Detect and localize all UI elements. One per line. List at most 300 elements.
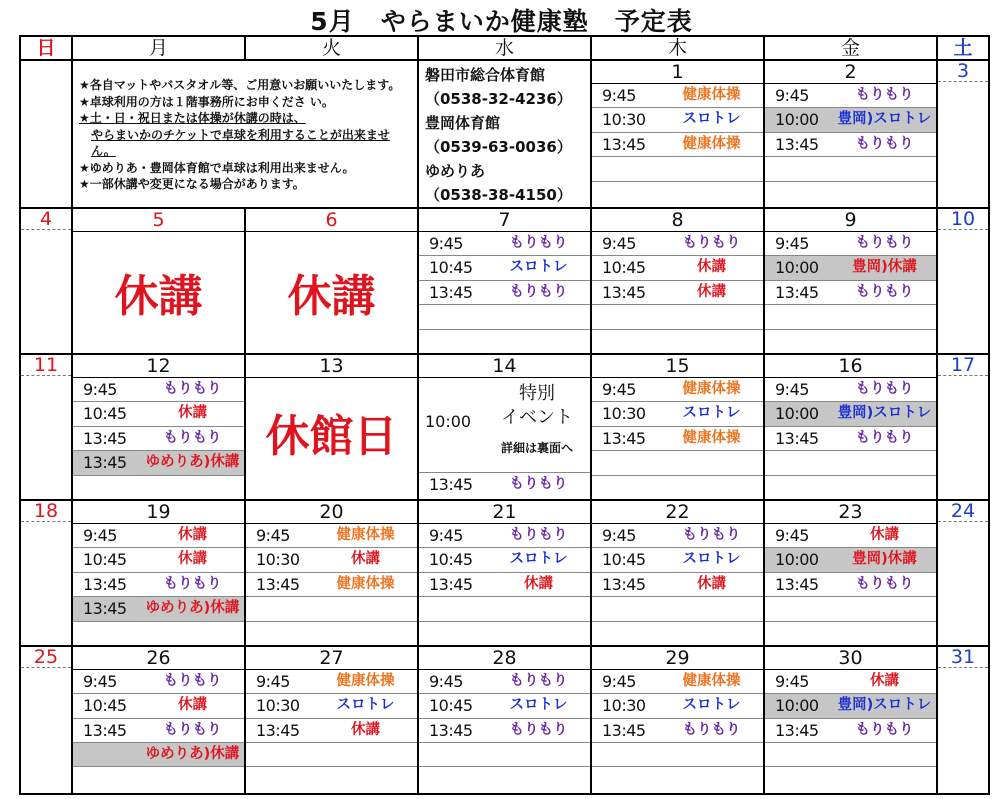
schedule-row bbox=[246, 548, 417, 572]
empty-row bbox=[592, 451, 763, 475]
schedule-row bbox=[592, 84, 763, 108]
session-time: 9:45 bbox=[429, 671, 463, 691]
session-activity: もりもり bbox=[682, 721, 741, 738]
day-cell bbox=[764, 60, 937, 208]
session-activity: スロトレ bbox=[682, 111, 741, 128]
schedule-row bbox=[419, 232, 590, 256]
empty-row bbox=[765, 305, 936, 329]
venue-name: ゆめりあ bbox=[425, 162, 486, 180]
empty-row bbox=[592, 743, 763, 767]
day-number: 11 bbox=[21, 355, 71, 376]
session-activity: もりもり bbox=[509, 721, 568, 738]
day-number: 30 bbox=[765, 647, 936, 670]
session-activity: ゆめりあ)休講 bbox=[145, 746, 240, 763]
session-time: 13:45 bbox=[775, 720, 819, 740]
session-time: 13:45 bbox=[83, 574, 127, 594]
empty-row bbox=[246, 622, 417, 645]
session-time bbox=[73, 743, 141, 766]
session-time: 9:45 bbox=[775, 380, 809, 399]
empty-row bbox=[592, 182, 763, 205]
session-activity: もりもり bbox=[855, 381, 914, 397]
schedule-row bbox=[419, 281, 590, 305]
day-cell bbox=[245, 646, 418, 794]
session-time: 9:45 bbox=[602, 525, 636, 545]
notes-box bbox=[72, 60, 418, 208]
session-activity: もりもり bbox=[855, 575, 914, 592]
day-cell bbox=[245, 208, 418, 354]
schedule-row bbox=[592, 133, 763, 157]
empty-row bbox=[592, 767, 763, 790]
day-number: 21 bbox=[419, 501, 590, 524]
session-time: 13:45 bbox=[602, 720, 646, 740]
session-activity: もりもり bbox=[163, 381, 222, 397]
empty-row bbox=[592, 305, 763, 329]
day-number: 8 bbox=[592, 209, 763, 232]
venue-name: 磐田市総合体育館 bbox=[425, 66, 546, 84]
session-activity: 豊岡)スロトレ bbox=[837, 697, 932, 714]
day-number: 3 bbox=[938, 61, 988, 82]
empty-row bbox=[73, 622, 244, 645]
special-event-note: 詳細は裏面へ bbox=[500, 441, 573, 455]
facility-closed-label: 休館日 bbox=[265, 411, 398, 462]
schedule-row bbox=[765, 108, 936, 132]
session-activity: ゆめりあ)休講 bbox=[145, 600, 240, 617]
session-time: 10:00 bbox=[775, 404, 819, 424]
schedule-row bbox=[419, 573, 590, 597]
session-activity: もりもり bbox=[163, 672, 222, 689]
schedule-row bbox=[246, 573, 417, 597]
session-time: 13:45 bbox=[775, 134, 819, 154]
session-activity: 健康体操 bbox=[682, 672, 741, 689]
session-time: 13:45 bbox=[256, 574, 300, 594]
empty-row bbox=[765, 767, 936, 790]
session-activity: 健康体操 bbox=[682, 429, 741, 446]
schedule-row bbox=[765, 133, 936, 157]
session-time: 10:00 bbox=[775, 258, 819, 278]
schedule-row bbox=[419, 524, 590, 548]
session-time: 10:00 bbox=[775, 110, 819, 130]
schedule-row bbox=[765, 694, 936, 718]
empty-row bbox=[592, 476, 763, 499]
session-activity: スロトレ bbox=[509, 259, 568, 276]
schedule-row bbox=[592, 548, 763, 572]
empty-row bbox=[419, 330, 590, 353]
day-cell bbox=[764, 500, 937, 646]
session-time: 10:45 bbox=[602, 550, 646, 570]
day-cell bbox=[72, 646, 245, 794]
schedule-row bbox=[592, 108, 763, 132]
day-cell-side bbox=[937, 60, 989, 208]
session-time: 9:45 bbox=[429, 525, 463, 545]
day-number: 26 bbox=[73, 647, 244, 670]
note-line: ★卓球利用の方は１階事務所にお申くださ い。 bbox=[79, 94, 334, 109]
empty-row bbox=[765, 743, 936, 767]
schedule-row bbox=[765, 548, 936, 572]
session-time: 9:45 bbox=[775, 86, 809, 105]
schedule-row bbox=[592, 232, 763, 256]
session-activity: もりもり bbox=[855, 721, 914, 738]
session-time: 13:45 bbox=[429, 574, 473, 594]
session-activity: もりもり bbox=[509, 476, 568, 492]
day-cell-side bbox=[937, 500, 989, 646]
page-title: 5月 やらまいか健康塾 予定表 bbox=[310, 7, 693, 36]
day-cell bbox=[591, 646, 764, 794]
session-activity: 休講 bbox=[178, 526, 207, 543]
session-time: 13:45 bbox=[83, 453, 127, 473]
schedule-row bbox=[592, 427, 763, 451]
session-time: 10:30 bbox=[256, 550, 300, 570]
session-time: 9:45 bbox=[83, 380, 117, 399]
day-cell-side bbox=[937, 354, 989, 500]
schedule-row bbox=[592, 256, 763, 280]
session-activity: もりもり bbox=[855, 429, 914, 446]
schedule-row bbox=[73, 378, 244, 402]
schedule-row bbox=[419, 670, 590, 694]
session-activity: 休講 bbox=[870, 526, 899, 543]
session-time: 13:45 bbox=[429, 475, 473, 494]
session-activity: 休講 bbox=[351, 551, 380, 568]
session-time: 10:45 bbox=[83, 550, 127, 570]
schedule-row bbox=[419, 256, 590, 280]
note-line: ★ゆめりあ・豊岡体育館で卓球は利用出来ません。 bbox=[79, 160, 355, 175]
session-time: 13:45 bbox=[83, 720, 127, 740]
session-activity: 休講 bbox=[697, 283, 726, 300]
session-time: 10:45 bbox=[429, 258, 473, 278]
session-activity: 健康体操 bbox=[336, 575, 395, 592]
day-cell-side bbox=[937, 208, 989, 354]
schedule-row bbox=[592, 402, 763, 426]
schedule-row bbox=[73, 573, 244, 597]
empty-row bbox=[246, 597, 417, 621]
venue-phone: （0539-63-0036） bbox=[425, 138, 572, 156]
session-time: 9:45 bbox=[775, 234, 809, 253]
day-number: 14 bbox=[419, 355, 590, 378]
empty-row bbox=[765, 622, 936, 645]
schedule-row bbox=[592, 378, 763, 402]
empty-row bbox=[765, 451, 936, 475]
session-activity: もりもり bbox=[509, 526, 568, 543]
empty-row bbox=[592, 622, 763, 645]
session-time: 9:45 bbox=[602, 86, 636, 105]
session-time: 9:45 bbox=[256, 671, 290, 691]
note-line: やらまいかのチケットで卓球を利用することが出来ません。 bbox=[91, 127, 390, 158]
schedule-row bbox=[73, 694, 244, 718]
day-cell-side bbox=[20, 500, 72, 646]
day-cell bbox=[764, 208, 937, 354]
schedule-row bbox=[765, 719, 936, 743]
session-activity: もりもり bbox=[163, 575, 222, 592]
session-time: 13:45 bbox=[83, 599, 127, 619]
day-number: 28 bbox=[419, 647, 590, 670]
empty-row bbox=[592, 597, 763, 621]
empty-row bbox=[73, 767, 244, 790]
venues-box bbox=[418, 60, 591, 208]
session-activity: もりもり bbox=[509, 672, 568, 689]
schedule-row bbox=[765, 670, 936, 694]
schedule-row bbox=[765, 427, 936, 451]
schedule-row bbox=[765, 402, 936, 426]
session-time: 13:45 bbox=[83, 428, 127, 448]
schedule-row bbox=[73, 402, 244, 426]
session-time: 10:00 bbox=[775, 696, 819, 716]
session-time: 13:45 bbox=[602, 282, 646, 302]
schedule-row bbox=[765, 378, 936, 402]
schedule-row bbox=[73, 524, 244, 548]
session-time: 10:30 bbox=[602, 404, 646, 424]
session-activity: 健康体操 bbox=[682, 381, 741, 397]
session-activity: スロトレ bbox=[682, 405, 741, 422]
session-activity: スロトレ bbox=[336, 697, 395, 714]
schedule-row bbox=[73, 719, 244, 743]
session-time: 13:45 bbox=[775, 574, 819, 594]
session-time: 9:45 bbox=[602, 671, 636, 691]
session-time: 13:45 bbox=[429, 282, 473, 302]
session-time: 9:45 bbox=[83, 525, 117, 545]
session-activity: スロトレ bbox=[682, 551, 741, 568]
empty-row bbox=[419, 767, 590, 790]
session-time: 9:45 bbox=[602, 380, 636, 399]
day-number: 4 bbox=[21, 209, 71, 230]
session-time: 10:30 bbox=[256, 696, 300, 716]
day-number: 22 bbox=[592, 501, 763, 524]
empty-row bbox=[419, 622, 590, 645]
session-activity: 休講 bbox=[697, 259, 726, 276]
session-time: 9:45 bbox=[775, 525, 809, 545]
empty-row bbox=[73, 476, 244, 499]
day-cell bbox=[245, 354, 418, 500]
day-number: 1 bbox=[592, 61, 763, 84]
session-activity: もりもり bbox=[855, 135, 914, 152]
venue-phone: （0538-38-4150） bbox=[425, 186, 572, 204]
session-time: 10:00 bbox=[775, 550, 819, 570]
schedule-row bbox=[246, 694, 417, 718]
day-cell bbox=[418, 500, 591, 646]
day-number: 31 bbox=[938, 647, 988, 668]
day-number: 24 bbox=[938, 501, 988, 522]
special-event-time: 10:00 bbox=[425, 412, 472, 431]
day-number: 20 bbox=[246, 501, 417, 524]
day-cell bbox=[591, 208, 764, 354]
session-activity: もりもり bbox=[682, 526, 741, 543]
session-time: 9:45 bbox=[775, 671, 809, 691]
session-activity: もりもり bbox=[163, 429, 222, 446]
session-time: 13:45 bbox=[775, 428, 819, 448]
session-activity: もりもり bbox=[855, 283, 914, 300]
weekday-thu: 木 bbox=[591, 36, 764, 60]
special-event-label: 特別 bbox=[519, 383, 555, 404]
session-activity: 豊岡)休講 bbox=[852, 551, 917, 568]
schedule-row bbox=[419, 548, 590, 572]
session-activity: ゆめりあ)休講 bbox=[145, 454, 240, 471]
day-number: 27 bbox=[246, 647, 417, 670]
session-time: 13:45 bbox=[602, 428, 646, 448]
day-cell bbox=[418, 208, 591, 354]
schedule-row bbox=[246, 719, 417, 743]
schedule-row bbox=[592, 573, 763, 597]
session-time: 9:45 bbox=[83, 671, 117, 691]
empty-row bbox=[419, 743, 590, 767]
session-activity: 休講 bbox=[178, 697, 207, 714]
day-number: 16 bbox=[765, 355, 936, 378]
session-activity: スロトレ bbox=[509, 697, 568, 714]
empty-row bbox=[765, 330, 936, 353]
day-number: 25 bbox=[21, 647, 71, 668]
schedule-row bbox=[592, 281, 763, 305]
day-number: 6 bbox=[246, 209, 417, 232]
day-number: 29 bbox=[592, 647, 763, 670]
empty-row bbox=[419, 597, 590, 621]
weekday-sat: 土 bbox=[937, 36, 989, 60]
session-time: 10:30 bbox=[602, 110, 646, 130]
day-cell-side bbox=[20, 354, 72, 500]
session-activity: スロトレ bbox=[682, 697, 741, 714]
session-activity: もりもり bbox=[509, 283, 568, 300]
session-activity: 休講 bbox=[870, 672, 899, 689]
day-number: 17 bbox=[938, 355, 988, 376]
session-activity: 休講 bbox=[697, 575, 726, 592]
session-time: 13:45 bbox=[775, 282, 819, 302]
schedule-row bbox=[419, 694, 590, 718]
schedule-row bbox=[246, 670, 417, 694]
day-cell bbox=[591, 354, 764, 500]
day-cell bbox=[591, 500, 764, 646]
note-line: ★一部休講や変更になる場合があります。 bbox=[79, 177, 305, 191]
venue-phone: （0538-32-4236） bbox=[425, 90, 572, 108]
note-line: ★各自マットやバスタオル等、ご用意いお願いいたします。 bbox=[79, 78, 401, 92]
day-cell-side bbox=[937, 646, 989, 794]
empty-row bbox=[765, 182, 936, 205]
session-time: 10:45 bbox=[602, 258, 646, 278]
day-number: 12 bbox=[73, 355, 244, 378]
session-activity: 健康体操 bbox=[682, 135, 741, 152]
day-number: 18 bbox=[21, 501, 71, 522]
session-activity: もりもり bbox=[163, 721, 222, 738]
day-cell bbox=[764, 354, 937, 500]
day-cell bbox=[72, 354, 245, 500]
schedule-row bbox=[765, 524, 936, 548]
session-activity: 健康体操 bbox=[336, 526, 395, 543]
schedule-row bbox=[73, 451, 244, 475]
session-time: 9:45 bbox=[429, 234, 463, 253]
schedule-row bbox=[592, 719, 763, 743]
day-number: 19 bbox=[73, 501, 244, 524]
session-activity: 豊岡)スロトレ bbox=[837, 405, 932, 422]
schedule-row bbox=[73, 427, 244, 451]
session-time: 10:45 bbox=[429, 550, 473, 570]
day-cell bbox=[418, 646, 591, 794]
schedule-row bbox=[765, 573, 936, 597]
schedule-row bbox=[73, 670, 244, 694]
session-activity: 休講 bbox=[351, 721, 380, 738]
session-time: 13:45 bbox=[602, 134, 646, 154]
session-activity: もりもり bbox=[509, 235, 568, 251]
session-time: 13:45 bbox=[256, 720, 300, 740]
weekday-header bbox=[20, 36, 989, 60]
schedule-row bbox=[246, 524, 417, 548]
empty-row bbox=[419, 305, 590, 329]
schedule-row bbox=[419, 473, 590, 496]
weekday-fri: 金 bbox=[764, 36, 937, 60]
schedule-row bbox=[73, 597, 244, 621]
session-activity: 休講 bbox=[178, 405, 207, 422]
session-activity: 健康体操 bbox=[682, 87, 741, 103]
session-activity: 健康体操 bbox=[336, 672, 395, 689]
day-number: 7 bbox=[419, 209, 590, 232]
schedule-row bbox=[765, 232, 936, 256]
session-time: 9:45 bbox=[256, 525, 290, 545]
day-number: 2 bbox=[765, 61, 936, 84]
closed-label: 休講 bbox=[114, 271, 203, 322]
day-number: 10 bbox=[938, 209, 988, 230]
day-cell bbox=[72, 208, 245, 354]
schedule-row bbox=[765, 84, 936, 108]
session-time: 13:45 bbox=[602, 574, 646, 594]
session-time: 13:45 bbox=[429, 720, 473, 740]
closed-label: 休講 bbox=[287, 271, 376, 322]
special-event-label: イベント bbox=[501, 407, 573, 428]
empty-row bbox=[765, 476, 936, 499]
session-time: 10:30 bbox=[602, 696, 646, 716]
day-number: 15 bbox=[592, 355, 763, 378]
note-line: ★土・日・祝日または体操が休講の時は、 bbox=[79, 111, 306, 125]
schedule-row bbox=[592, 524, 763, 548]
session-activity: もりもり bbox=[855, 235, 914, 251]
schedule-row bbox=[73, 548, 244, 572]
schedule-row bbox=[592, 670, 763, 694]
venue-name: 豊岡体育館 bbox=[425, 114, 501, 132]
session-time: 10:45 bbox=[83, 696, 127, 716]
weekday-mon: 月 bbox=[72, 36, 245, 60]
session-time: 10:45 bbox=[429, 696, 473, 716]
day-cell bbox=[418, 354, 591, 500]
empty-row bbox=[765, 597, 936, 621]
schedule-row bbox=[73, 743, 244, 767]
schedule-calendar bbox=[19, 35, 990, 795]
schedule-row bbox=[419, 719, 590, 743]
schedule-row bbox=[765, 281, 936, 305]
session-activity: スロトレ bbox=[509, 551, 568, 568]
day-cell bbox=[591, 60, 764, 208]
empty-row bbox=[246, 767, 417, 790]
session-activity: 休講 bbox=[524, 575, 553, 592]
session-activity: もりもり bbox=[855, 87, 914, 103]
empty-row bbox=[765, 157, 936, 181]
schedule-row bbox=[592, 694, 763, 718]
day-number: 23 bbox=[765, 501, 936, 524]
weekday-wed: 水 bbox=[418, 36, 591, 60]
session-activity: 豊岡)休講 bbox=[852, 259, 917, 276]
session-activity: 豊岡)スロトレ bbox=[837, 111, 932, 128]
session-time: 10:45 bbox=[83, 404, 127, 424]
day-number: 9 bbox=[765, 209, 936, 232]
weekday-tue: 火 bbox=[245, 36, 418, 60]
day-number: 13 bbox=[246, 355, 417, 378]
weekday-sun: 日 bbox=[20, 36, 72, 60]
empty-row bbox=[246, 743, 417, 767]
day-cell-side bbox=[20, 646, 72, 794]
day-cell bbox=[72, 500, 245, 646]
day-cell-side bbox=[20, 208, 72, 354]
empty-row bbox=[592, 330, 763, 353]
empty-row bbox=[592, 157, 763, 181]
session-activity: もりもり bbox=[682, 235, 741, 251]
session-activity: 休講 bbox=[178, 551, 207, 568]
day-number: 5 bbox=[73, 209, 244, 232]
session-time: 9:45 bbox=[602, 234, 636, 253]
schedule-row bbox=[765, 256, 936, 280]
day-cell bbox=[245, 500, 418, 646]
day-cell bbox=[764, 646, 937, 794]
